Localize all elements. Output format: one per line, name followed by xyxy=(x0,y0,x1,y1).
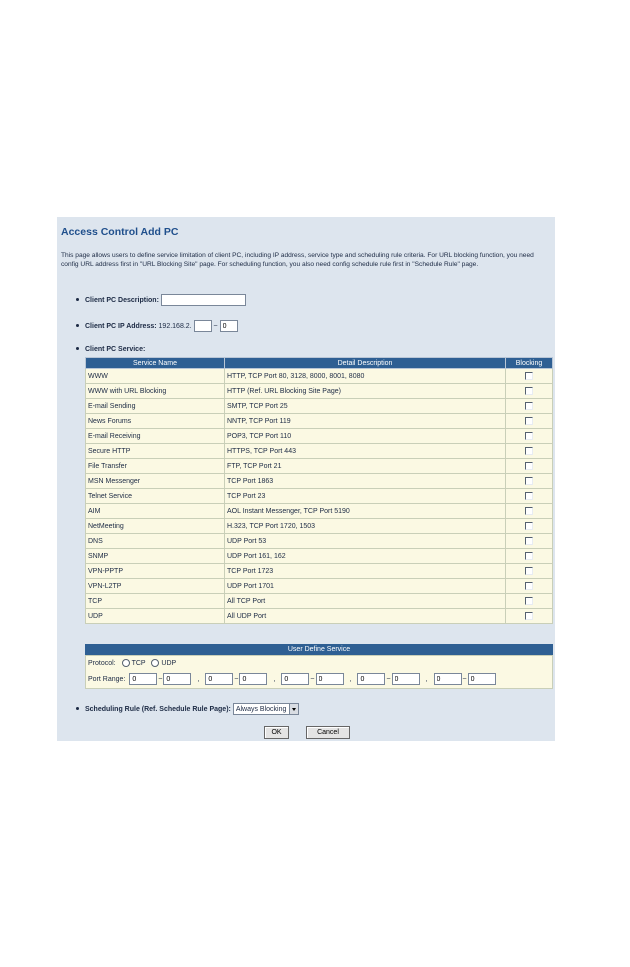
table-row xyxy=(86,474,553,489)
port-range-separator: ~ xyxy=(462,675,467,683)
blocking-cell xyxy=(506,399,553,414)
schedule-label: Scheduling Rule (Ref. Schedule Rule Page): xyxy=(85,705,231,713)
blocking-checkbox[interactable] xyxy=(525,537,533,545)
blocking-checkbox[interactable] xyxy=(525,567,533,575)
service-detail-cell: TCP Port 1723 xyxy=(225,564,506,579)
service-name-cell: MSN Messenger xyxy=(86,474,225,489)
blocking-checkbox[interactable] xyxy=(525,402,533,410)
user-define-service-header: User Define Service xyxy=(85,644,553,655)
service-name-cell: AIM xyxy=(86,504,225,519)
service-name-cell: UDP xyxy=(86,609,225,624)
service-detail-cell: HTTPS, TCP Port 443 xyxy=(225,444,506,459)
schedule-row xyxy=(76,703,299,715)
blocking-checkbox[interactable] xyxy=(525,417,533,425)
port-to-input[interactable] xyxy=(468,673,496,685)
blocking-checkbox[interactable] xyxy=(525,522,533,530)
service-row xyxy=(76,346,145,353)
table-row xyxy=(86,534,553,549)
blocking-cell xyxy=(506,564,553,579)
service-name-cell: TCP xyxy=(86,594,225,609)
blocking-cell xyxy=(506,474,553,489)
blocking-cell xyxy=(506,429,553,444)
table-row xyxy=(86,579,553,594)
port-range-group xyxy=(434,676,496,683)
ip-label: Client PC IP Address: xyxy=(85,322,157,330)
bullet-icon xyxy=(76,298,79,301)
port-range-group xyxy=(281,676,357,683)
blocking-checkbox[interactable] xyxy=(525,462,533,470)
ip-end-input[interactable] xyxy=(220,320,238,332)
ip-prefix: 192.168.2. xyxy=(158,322,192,330)
port-range-separator: ~ xyxy=(310,675,315,683)
port-from-input[interactable] xyxy=(129,673,157,685)
blocking-checkbox[interactable] xyxy=(525,477,533,485)
service-name-cell: DNS xyxy=(86,534,225,549)
port-range-separator: ~ xyxy=(234,675,239,683)
blocking-cell xyxy=(506,459,553,474)
service-name-cell: NetMeeting xyxy=(86,519,225,534)
port-to-input[interactable] xyxy=(316,673,344,685)
table-row xyxy=(86,399,553,414)
port-from-input[interactable] xyxy=(357,673,385,685)
service-detail-cell: HTTP (Ref. URL Blocking Site Page) xyxy=(225,384,506,399)
ip-separator: ~ xyxy=(213,322,218,330)
blocking-cell xyxy=(506,519,553,534)
port-range-separator: ~ xyxy=(386,675,391,683)
column-header-blocking: Blocking xyxy=(506,358,553,369)
schedule-selected-value: Always Blocking xyxy=(235,705,287,713)
service-detail-cell: TCP Port 1863 xyxy=(225,474,506,489)
column-header-detail: Detail Description xyxy=(225,358,506,369)
port-from-input[interactable] xyxy=(205,673,233,685)
service-detail-cell: TCP Port 23 xyxy=(225,489,506,504)
service-name-cell: WWW xyxy=(86,369,225,384)
user-define-service-body xyxy=(85,655,553,689)
service-detail-cell: POP3, TCP Port 110 xyxy=(225,429,506,444)
blocking-cell xyxy=(506,384,553,399)
port-range-group xyxy=(357,676,433,683)
column-header-service-name: Service Name xyxy=(86,358,225,369)
protocol-label: Protocol: xyxy=(88,659,116,667)
service-detail-cell: All TCP Port xyxy=(225,594,506,609)
service-detail-cell: HTTP, TCP Port 80, 3128, 8000, 8001, 8080 xyxy=(225,369,506,384)
port-range-group xyxy=(129,676,205,683)
service-detail-cell: All UDP Port xyxy=(225,609,506,624)
blocking-checkbox[interactable] xyxy=(525,612,533,620)
table-row xyxy=(86,564,553,579)
tcp-radio[interactable] xyxy=(122,659,130,667)
service-detail-cell: AOL Instant Messenger, TCP Port 5190 xyxy=(225,504,506,519)
table-row xyxy=(86,594,553,609)
blocking-cell xyxy=(506,504,553,519)
blocking-cell xyxy=(506,414,553,429)
service-name-cell: VPN-PPTP xyxy=(86,564,225,579)
port-list-separator: , xyxy=(425,675,428,683)
udp-label: UDP xyxy=(161,659,177,667)
table-row xyxy=(86,444,553,459)
table-row xyxy=(86,384,553,399)
port-list-separator: , xyxy=(349,675,352,683)
blocking-cell xyxy=(506,489,553,504)
ok-button[interactable]: OK xyxy=(264,726,289,739)
blocking-checkbox[interactable] xyxy=(525,582,533,590)
description-row xyxy=(76,294,246,306)
blocking-cell xyxy=(506,579,553,594)
service-detail-cell: UDP Port 161, 162 xyxy=(225,549,506,564)
bullet-icon xyxy=(76,324,79,327)
port-range-separator: ~ xyxy=(158,675,163,683)
service-name-cell: VPN-L2TP xyxy=(86,579,225,594)
table-row xyxy=(86,369,553,384)
description-label: Client PC Description: xyxy=(85,296,159,304)
service-name-cell: SNMP xyxy=(86,549,225,564)
blocking-checkbox[interactable] xyxy=(525,432,533,440)
port-from-input[interactable] xyxy=(434,673,462,685)
service-table xyxy=(85,357,553,624)
table-row xyxy=(86,414,553,429)
blocking-checkbox[interactable] xyxy=(525,492,533,500)
blocking-checkbox[interactable] xyxy=(525,447,533,455)
page-intro: This page allows users to define service limitation of client PC, including IP address, service type and scheduling rule criteria. For URL blocking function, you need config URL address first in "URL Blocking Site" page. For scheduling function, you also need config schedule rule first in "Schedule Rule" page. xyxy=(61,252,534,268)
protocol-row xyxy=(88,659,176,667)
port-range-group xyxy=(205,676,281,683)
udp-radio[interactable] xyxy=(151,659,159,667)
ip-row xyxy=(76,320,238,332)
access-control-panel xyxy=(57,217,555,741)
service-name-cell: Telnet Service xyxy=(86,489,225,504)
table-row xyxy=(86,549,553,564)
table-row xyxy=(86,459,553,474)
port-list-separator: , xyxy=(197,675,200,683)
table-row xyxy=(86,489,553,504)
port-from-input[interactable] xyxy=(281,673,309,685)
blocking-checkbox[interactable] xyxy=(525,552,533,560)
service-name-cell: WWW with URL Blocking xyxy=(86,384,225,399)
port-range-label: Port Range: xyxy=(88,675,126,683)
chevron-down-icon xyxy=(289,704,298,714)
service-detail-cell: UDP Port 53 xyxy=(225,534,506,549)
service-detail-cell: SMTP, TCP Port 25 xyxy=(225,399,506,414)
service-name-cell: E-mail Receiving xyxy=(86,429,225,444)
tcp-label: TCP xyxy=(131,659,146,667)
service-detail-cell: UDP Port 1701 xyxy=(225,579,506,594)
service-name-cell: Secure HTTP xyxy=(86,444,225,459)
ip-start-input[interactable] xyxy=(194,320,212,332)
service-label: Client PC Service: xyxy=(85,346,146,353)
port-range-row xyxy=(88,673,496,685)
table-row xyxy=(86,519,553,534)
blocking-checkbox[interactable] xyxy=(525,372,533,380)
cancel-button[interactable]: Cancel xyxy=(306,726,350,739)
bullet-icon xyxy=(76,707,79,710)
blocking-cell xyxy=(506,369,553,384)
description-input[interactable] xyxy=(161,294,246,306)
port-to-input[interactable] xyxy=(163,673,191,685)
blocking-checkbox[interactable] xyxy=(525,597,533,605)
service-detail-cell: NNTP, TCP Port 119 xyxy=(225,414,506,429)
service-name-cell: File Transfer xyxy=(86,459,225,474)
service-name-cell: E-mail Sending xyxy=(86,399,225,414)
blocking-cell xyxy=(506,549,553,564)
service-detail-cell: FTP, TCP Port 21 xyxy=(225,459,506,474)
blocking-checkbox[interactable] xyxy=(525,387,533,395)
port-to-input[interactable] xyxy=(392,673,420,685)
bullet-icon xyxy=(76,347,79,350)
table-row xyxy=(86,429,553,444)
blocking-cell xyxy=(506,444,553,459)
schedule-select[interactable] xyxy=(233,703,300,715)
port-list-separator: , xyxy=(273,675,276,683)
blocking-cell xyxy=(506,594,553,609)
blocking-cell xyxy=(506,534,553,549)
port-to-input[interactable] xyxy=(239,673,267,685)
blocking-cell xyxy=(506,609,553,624)
blocking-checkbox[interactable] xyxy=(525,507,533,515)
table-row xyxy=(86,504,553,519)
service-name-cell: News Forums xyxy=(86,414,225,429)
page-title: Access Control Add PC xyxy=(61,226,179,238)
table-row xyxy=(86,609,553,624)
service-detail-cell: H.323, TCP Port 1720, 1503 xyxy=(225,519,506,534)
